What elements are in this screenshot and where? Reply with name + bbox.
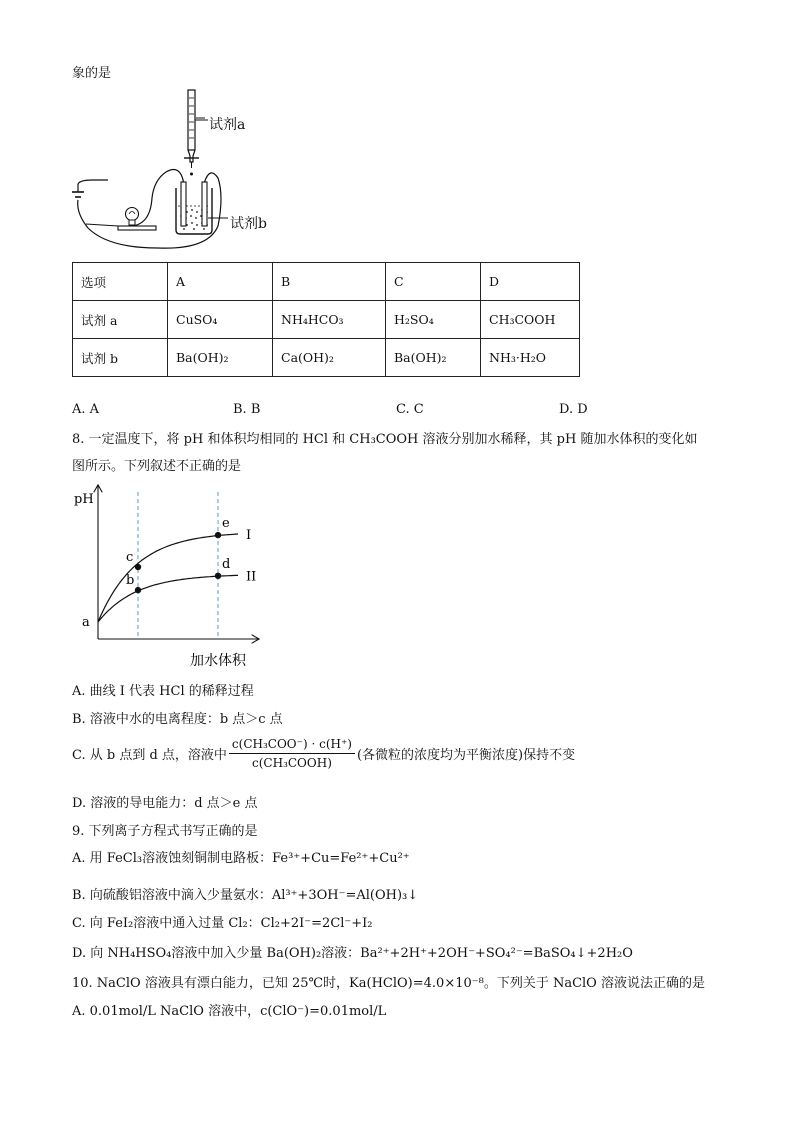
table-header-cell: A xyxy=(168,263,273,301)
q9-stem: 9. 下列离子方程式书写正确的是 xyxy=(72,824,258,839)
q8-option-a: A. 曲线 I 代表 HCl 的稀释过程 xyxy=(72,684,254,699)
table-cell: Ba(OH)₂ xyxy=(168,339,273,377)
fraction-numerator: c(CH₃COO⁻) · c(H⁺) xyxy=(229,737,355,754)
table-row xyxy=(73,339,580,377)
table-header-cell: 选项 xyxy=(73,263,168,301)
point-label-c: c xyxy=(126,550,134,565)
table-cell: H₂SO₄ xyxy=(386,301,481,339)
table-row xyxy=(73,301,580,339)
series-line-II xyxy=(98,575,238,622)
reagent-options-table xyxy=(72,262,580,377)
reagent-b-label: 试剂b xyxy=(230,216,267,232)
q10-option-a: A. 0.01mol/L NaClO 溶液中，c(ClO⁻)=0.01mol/L xyxy=(72,1004,387,1019)
q7-choice-c: C. C xyxy=(396,402,424,417)
series-label-II: II xyxy=(246,569,257,585)
droplet xyxy=(190,173,193,176)
reagent-a-label: 试剂a xyxy=(209,117,246,133)
q8-stem-line2: 图所示。下列叙述不正确的是 xyxy=(72,459,242,474)
table-cell: Ba(OH)₂ xyxy=(386,339,481,377)
q10-stem: 10. NaClO 溶液具有漂白能力，已知 25℃时，Ka(HClO)=4.0×10⁻⁸。下列关于 NaClO 溶液说法正确的是 xyxy=(72,976,705,991)
q8-option-c-suffix: (各微粒的浓度均为平衡浓度)保持不变 xyxy=(356,748,576,763)
point-label-d: d xyxy=(222,556,231,572)
intro-tail: 象的是 xyxy=(72,66,112,81)
electrode-left xyxy=(181,182,186,226)
table-row xyxy=(73,263,580,301)
q7-choice-a: A. A xyxy=(72,402,100,417)
q8-option-d: D. 溶液的导电能力：d 点＞e 点 xyxy=(72,796,258,811)
point-b xyxy=(135,587,141,593)
q9-option-c: C. 向 FeI₂溶液中通入过量 Cl₂：Cl₂+2I⁻=2Cl⁻+I₂ xyxy=(72,916,373,931)
point-label-a: a xyxy=(82,615,90,630)
fraction-denominator: c(CH₃COOH) xyxy=(252,756,332,770)
q7-choice-d: D. D xyxy=(559,402,588,417)
q9-option-b: B. 向硫酸铝溶液中滴入少量氨水：Al³⁺+3OH⁻=Al(OH)₃↓ xyxy=(72,888,419,903)
table-row-label: 试剂 b xyxy=(73,339,168,377)
point-e xyxy=(215,532,221,538)
q7-choice-b: B. B xyxy=(233,402,261,417)
bulb-icon xyxy=(126,208,139,221)
table-header-cell: B xyxy=(273,263,386,301)
series-label-I: I xyxy=(246,528,252,543)
point-label-e: e xyxy=(222,516,230,532)
concentration-fraction xyxy=(229,737,355,770)
point-label-b: b xyxy=(126,573,135,589)
table-cell: Ca(OH)₂ xyxy=(273,339,386,377)
table-cell: NH₄HCO₃ xyxy=(273,301,386,339)
q9-option-d: D. 向 NH₄HSO₄溶液中加入少量 Ba(OH)₂溶液：Ba²⁺+2H⁺+2OH⁻+SO₄²⁻=BaSO₄↓+2H₂O xyxy=(72,946,633,961)
y-axis-label: pH xyxy=(74,492,94,507)
table-row-label: 试剂 a xyxy=(73,301,168,339)
table-cell: CH₃COOH xyxy=(481,301,580,339)
q8-option-c-prefix: C. 从 b 点到 d 点，溶液中 xyxy=(72,748,227,763)
q8-option-b: B. 溶液中水的电离程度：b 点＞c 点 xyxy=(72,712,283,727)
x-axis-label: 加水体积 xyxy=(190,653,246,669)
q8-stem-line1: 8. 一定温度下，将 pH 和体积均相同的 HCl 和 CH₃COOH 溶液分别加水稀释，其 pH 随加水体积的变化如 xyxy=(72,432,698,447)
table-header-cell: D xyxy=(481,263,580,301)
q8-option-c xyxy=(72,737,575,770)
point-c xyxy=(135,564,141,570)
burette xyxy=(188,90,195,150)
lamp-base xyxy=(118,226,156,230)
q9-option-a: A. 用 FeCl₃溶液蚀刻铜制电路板：Fe³⁺+Cu=Fe²⁺+Cu²⁺ xyxy=(72,851,410,866)
electrode-right xyxy=(202,182,207,226)
ph-dilution-chart xyxy=(70,482,270,672)
point-d xyxy=(215,573,221,579)
table-header-cell: C xyxy=(386,263,481,301)
table-cell: NH₃·H₂O xyxy=(481,339,580,377)
table-cell: CuSO₄ xyxy=(168,301,273,339)
